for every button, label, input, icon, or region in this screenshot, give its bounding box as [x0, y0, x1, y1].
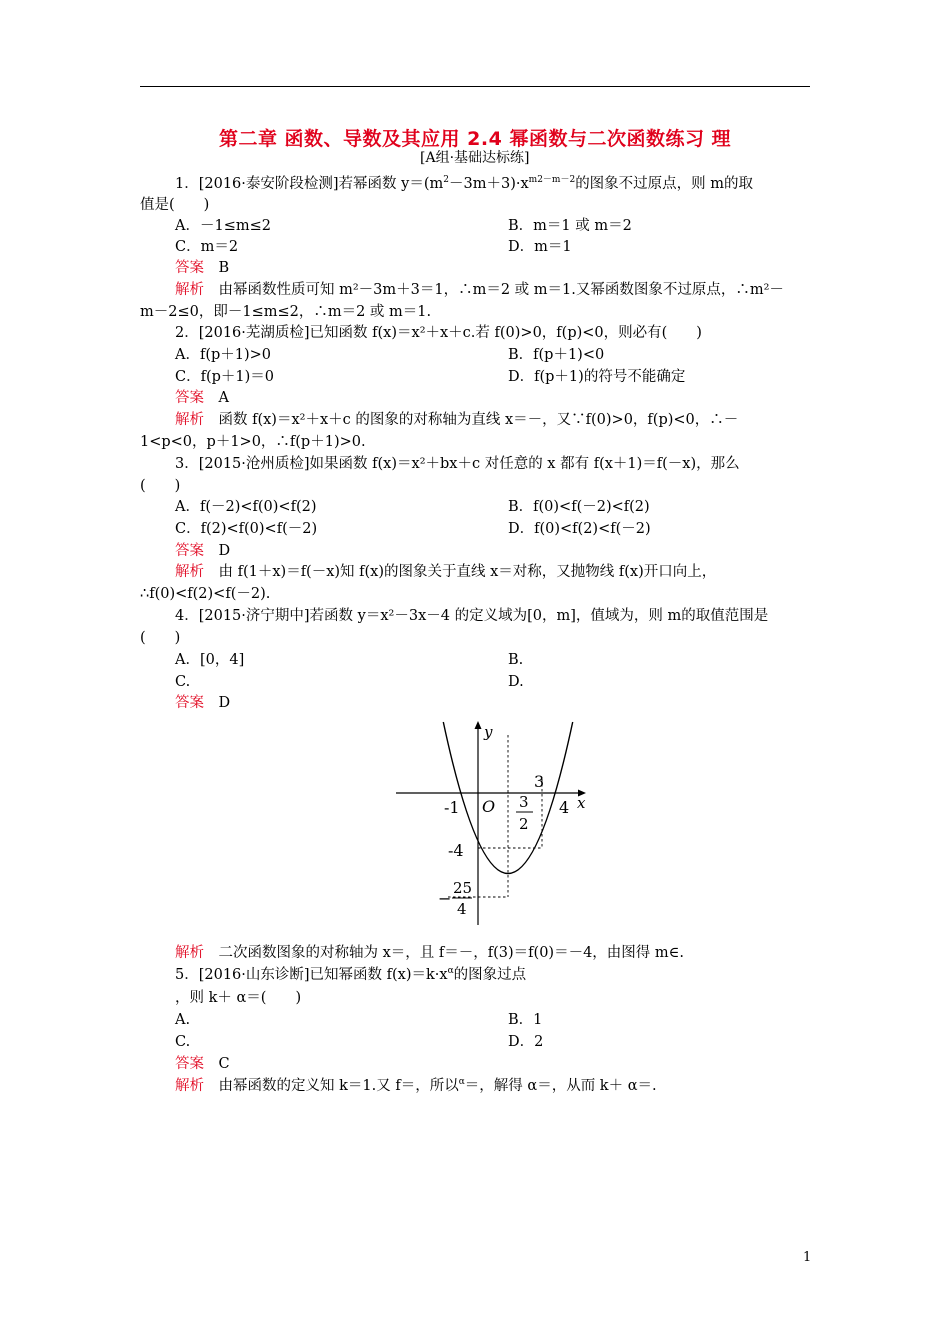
q5-option-a: A. [175, 1012, 191, 1028]
label-neg-four: -4 [448, 841, 464, 860]
q5-stem-cont: ，则 k＋ α＝( ) [175, 990, 302, 1006]
q5-option-c: C. [175, 1034, 191, 1050]
q2-analysis-cont: 1<p<0，p＋1>0，∴f(p＋1)>0. [140, 434, 366, 450]
q5-option-d: D．2 [508, 1034, 544, 1050]
q4-answer: 答案 D [175, 695, 231, 711]
q5-stem: 5．[2016·山东诊断]已知幂函数 $f(x)=k\cdot x^\alpha$的图象过点 [175, 966, 527, 983]
q3-stem-cont: ( ) [140, 478, 181, 494]
q1-option-a: A．－1≤m≤2 [175, 218, 271, 234]
q3-option-c: C．f(2)<f(0)<f(－2) [175, 521, 318, 537]
q2-analysis: 解析 函数 f(x)＝x²＋x＋c 的图象的对称轴为直线 x＝－，又∵f(0)>0，f(p)<0，∴－ [175, 412, 739, 428]
q1-option-b: B．m＝1 或 m＝2 [508, 218, 632, 234]
x-axis-label: x [577, 794, 586, 812]
q4-option-d: D. [508, 674, 524, 690]
q1-option-d: D．m＝1 [508, 239, 572, 255]
q4-stem-cont: ( ) [140, 630, 181, 646]
q2-option-a: A．f(p＋1)>0 [175, 347, 272, 363]
parabola-graph [380, 715, 600, 935]
y-axis-label: y [484, 723, 493, 741]
q1-stem: 1．[2016·泰安阶段检测]若幂函数 $y=(m^2-3m+3)\cdot x^{m2-m-2}$的图象不过原点，则 m的取 [175, 175, 754, 192]
frac-numerator: 3 [519, 793, 529, 811]
header-rule [140, 86, 810, 87]
q3-analysis-cont: ∴f(0)<f(2)<f(－2). [140, 586, 271, 602]
min-numerator: 25 [453, 879, 473, 897]
q1-analysis-cont: m－2≤0，即－1≤m≤2，∴m＝2 或 m＝1. [140, 304, 432, 320]
q5-option-b: B．1 [508, 1012, 543, 1028]
q1-answer: 答案 B [175, 260, 230, 276]
q2-option-b: B．f(p＋1)<0 [508, 347, 605, 363]
label-neg-one: -1 [444, 798, 460, 817]
q1-stem-cont: 值是( ) [140, 197, 210, 213]
q4-option-b: B. [508, 652, 524, 668]
label-three: 3 [534, 772, 545, 791]
q3-option-d: D．f(0)<f(2)<f(－2) [508, 521, 651, 537]
min-denominator: 4 [457, 900, 467, 918]
frac-denominator: 2 [519, 815, 529, 833]
q2-option-d: D．f(p＋1)的符号不能确定 [508, 369, 686, 385]
q2-stem: 2．[2016·芜湖质检]已知函数 f(x)＝x²＋x＋c.若 f(0)>0，f(p)<0，则必有( ) [175, 325, 702, 341]
q3-answer: 答案 D [175, 543, 231, 559]
q2-option-c: C．f(p＋1)＝0 [175, 369, 275, 385]
q3-option-a: A．f(－2)<f(0)<f(2) [175, 499, 317, 515]
q4-option-a: A．[0，4] [175, 652, 245, 668]
page-number: 1 [803, 1250, 812, 1265]
min-neg-sign: − [438, 889, 452, 908]
q4-stem: 4．[2015·济宁期中]若函数 y＝x²－3x－4 的定义域为[0，m]，值域为，则 m的取值范围是 [175, 608, 769, 624]
q1-option-c: C．m＝2 [175, 239, 239, 255]
q3-option-b: B．f(0)<f(－2)<f(2) [508, 499, 650, 515]
q4-analysis: 解析 二次函数图象的对称轴为 x＝，且 f＝－，f(3)＝f(0)＝－4，由图得 m∈. [175, 945, 684, 961]
q3-stem: 3．[2015·沧州质检]如果函数 f(x)＝x²＋bx＋c 对任意的 x 都有 f(x＋1)＝f(－x)，那么 [175, 456, 740, 472]
q3-analysis: 解析 由 f(1＋x)＝f(－x)知 f(x)的图象关于直线 x＝对称，又抛物线 f(x)开口向上， [175, 564, 717, 580]
page-title: 第二章 函数、导数及其应用 2.4 幂函数与二次函数练习 理 [218, 128, 732, 150]
q5-analysis: 解析 由幂函数的定义知 k＝1.又 f＝，所以$^\alpha$＝，解得 α＝，从而 k＋ α＝. [175, 1077, 657, 1094]
section-label: [A组·基础达标练] [420, 150, 530, 166]
y-axis-arrow [475, 721, 482, 729]
q4-option-c: C. [175, 674, 191, 690]
origin-label: O [482, 797, 496, 816]
q2-answer: 答案 A [175, 390, 229, 406]
q5-answer: 答案 C [175, 1056, 230, 1072]
q1-analysis: 解析 由幂函数性质可知 m²－3m＋3＝1，∴m＝2 或 m＝1.又幂函数图象不过原点，∴m²－ [175, 282, 784, 298]
label-four: 4 [559, 798, 570, 817]
